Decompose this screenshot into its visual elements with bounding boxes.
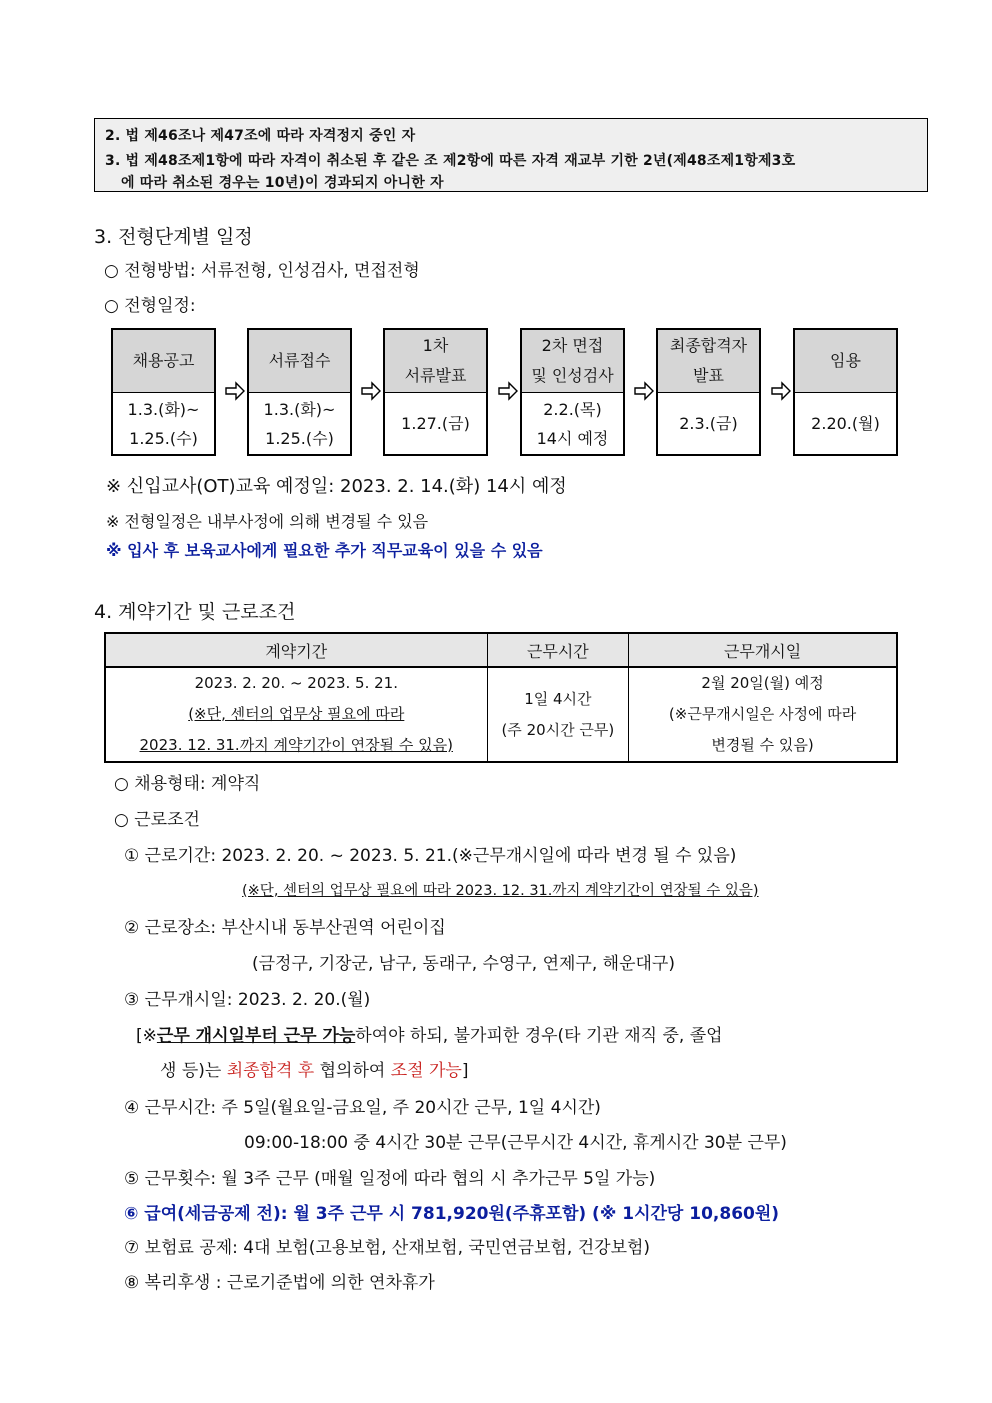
- condition-insurance: ⑦ 보험료 공제: 4대 보험(고용보험, 산재보험, 국민연금보험, 건강보험): [124, 1238, 651, 1258]
- header-work-hours: 근무시간: [487, 633, 629, 667]
- disqualification-box: [94, 118, 928, 192]
- cell-contract-period: [105, 667, 487, 762]
- condition-start-date-note-cont: [160, 1056, 468, 1081]
- employment-type: ○ 채용형태: 계약직: [114, 774, 261, 794]
- step-date: 2.2.(목) 14시 예정: [536, 399, 609, 448]
- note-red-adjustable: 조절 가능: [390, 1061, 462, 1081]
- work-conditions-label: ○ 근로조건: [114, 810, 200, 830]
- note-text: 하여야 하되, 불가피한 경우(타 기관 재직 중, 졸업: [355, 1026, 723, 1046]
- step-recruitment-notice: [111, 328, 216, 456]
- arrow-right-icon: [497, 380, 519, 402]
- section-3-title: 3. 전형단계별 일정: [94, 226, 253, 248]
- selection-schedule-label: ○ 전형일정:: [104, 296, 196, 316]
- arrow-right-icon: [633, 380, 655, 402]
- step-date: 1.3.(화)~ 1.25.(수): [263, 399, 336, 448]
- condition-salary: ⑥ 급여(세금공제 전): 월 3주 근무 시 781,920원(주휴포함) (※ 1시간당 10,860원): [124, 1204, 780, 1224]
- condition-work-place: ② 근로장소: 부산시내 동부산권역 어린이집: [124, 918, 446, 938]
- start-line: 2월 20일(월) 예정: [701, 674, 824, 692]
- step-second-interview: [520, 328, 625, 456]
- step-head: 임용: [795, 330, 896, 393]
- disqualification-line-2: 2. 법 제46조나 제47조에 따라 자격정지 중인 자: [105, 128, 416, 144]
- additional-training-note: ※ 입사 후 보육교사에게 필요한 추가 직무교육이 있을 수 있음: [106, 541, 543, 560]
- note-text: 협의하여: [314, 1061, 391, 1081]
- header-start-date: 근무개시일: [629, 633, 897, 667]
- start-line: (※근무개시일은 사정에 따라: [668, 705, 857, 723]
- note-red-final-pass: 최종합격 후: [226, 1061, 315, 1081]
- condition-start-date-note: [136, 1021, 723, 1046]
- cell-start-date: [629, 667, 897, 762]
- condition-welfare: ⑧ 복리후생 : 근로기준법에 의한 연차휴가: [124, 1273, 435, 1293]
- step-date: 1.27.(금): [401, 414, 470, 433]
- step-head: 최종합격자 발표: [658, 330, 759, 393]
- step-head: 채용공고: [113, 330, 214, 393]
- hours-line: 1일 4시간: [524, 689, 592, 708]
- condition-work-hours-detail: 09:00-18:00 중 4시간 30분 근무(근무시간 4시간, 휴게시간 30분 근무): [244, 1133, 787, 1153]
- arrow-right-icon: [224, 380, 246, 402]
- step-final-result: [656, 328, 761, 456]
- contract-table: [104, 632, 898, 763]
- condition-work-hours: ④ 근무시간: 주 5일(월요일-금요일, 주 20시간 근무, 1일 4시간): [124, 1098, 601, 1118]
- step-date: 2.3.(금): [679, 414, 738, 433]
- start-line: 변경될 수 있음): [711, 736, 814, 754]
- step-date: 1.3.(화)~ 1.25.(수): [127, 399, 200, 448]
- condition-work-frequency: ⑤ 근무횟수: 월 3주 근무 (매월 일정에 따라 협의 시 추가근무 5일 가능): [124, 1169, 656, 1189]
- section-4-title: 4. 계약기간 및 근로조건: [94, 601, 296, 623]
- period-line: 2023. 12. 31.까지 계약기간이 연장될 수 있음): [139, 736, 453, 754]
- schedule-change-note: ※ 전형일정은 내부사정에 의해 변경될 수 있음: [106, 512, 429, 531]
- disqualification-line-3: 3. 법 제48조제1항에 따라 자격이 취소된 후 같은 조 제2항에 따른 자격 재교부 기한 2년(제48조제1항제3호: [105, 153, 796, 169]
- condition-work-period-note: (※단, 센터의 업무상 필요에 따라 2023. 12. 31.까지 계약기간이 연장될 수 있음): [242, 883, 759, 899]
- condition-start-date: ③ 근무개시일: 2023. 2. 20.(월): [124, 990, 371, 1010]
- selection-method: ○ 전형방법: 서류전형, 인성검사, 면접전형: [104, 261, 420, 281]
- period-line: 2023. 2. 20. ~ 2023. 5. 21.: [194, 674, 398, 692]
- step-date: 2.20.(월): [811, 414, 880, 433]
- note-emphasis: 근무 개시일부터 근무 가능: [156, 1026, 356, 1046]
- arrow-right-icon: [770, 380, 792, 402]
- note-text: 생 등)는: [160, 1061, 227, 1081]
- condition-work-period: ① 근로기간: 2023. 2. 20. ~ 2023. 5. 21.(※근무개시일에 따라 변경 될 수 있음): [124, 846, 737, 866]
- disqualification-line-3-cont: 에 따라 취소된 경우는 10년)이 경과되지 아니한 자: [121, 175, 444, 191]
- hours-line: (주 20시간 근무): [501, 720, 615, 739]
- note-bracket: ]: [461, 1061, 469, 1081]
- step-first-document-result: [383, 328, 488, 456]
- ot-training-note: ※ 신입교사(OT)교육 예정일: 2023. 2. 14.(화) 14시 예정: [106, 476, 567, 497]
- condition-work-place-districts: (금정구, 기장군, 남구, 동래구, 수영구, 연제구, 해운대구): [252, 954, 675, 974]
- arrow-right-icon: [360, 380, 382, 402]
- cell-work-hours: [487, 667, 629, 762]
- step-appointment: [793, 328, 898, 456]
- note-bracket: [※: [136, 1026, 157, 1046]
- step-head: 2차 면접 및 인성검사: [522, 330, 623, 393]
- header-contract-period: 계약기간: [105, 633, 487, 667]
- step-head: 1차 서류발표: [385, 330, 486, 393]
- step-head: 서류접수: [249, 330, 350, 393]
- step-document-submission: [247, 328, 352, 456]
- period-line: (※단, 센터의 업무상 필요에 따라: [188, 705, 405, 723]
